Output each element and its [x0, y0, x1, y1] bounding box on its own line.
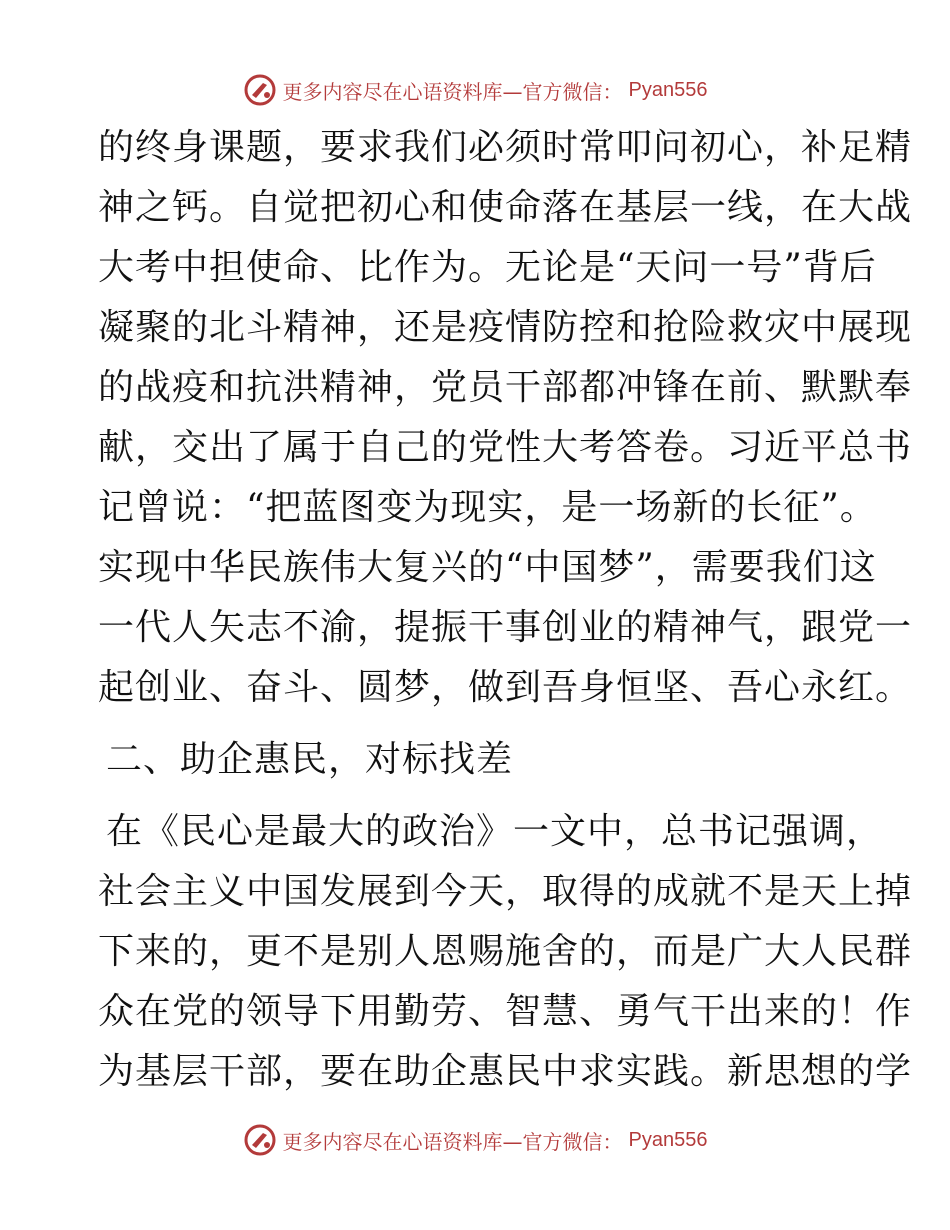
body-line: 一代人矢志不渝，提振干事创业的精神气，跟党一	[98, 607, 913, 648]
body-line: 下来的，更不是别人恩赐施舍的，而是广大人民群	[98, 931, 913, 972]
watermark-logo-icon	[243, 1123, 277, 1157]
body-line: 实现中华民族伟大复兴的“中国梦”，需要我们这	[98, 547, 877, 588]
watermark-wechat-id: Pyan556	[628, 1128, 708, 1151]
paragraph-first-line: 在《民心是最大的政治》一文中，总书记强调，	[106, 811, 884, 852]
body-line: 献，交出了属于自己的党性大考答卷。习近平总书	[98, 427, 913, 468]
watermark-text: 更多内容尽在心语资料库—官方微信：	[282, 79, 623, 104]
body-line: 神之钙。自觉把初心和使命落在基层一线，在大战	[98, 187, 913, 228]
footer-watermark	[0, 1120, 950, 1160]
body-line: 大考中担使命、比作为。无论是“天问一号”背后	[98, 247, 877, 288]
watermark-wechat-id: Pyan556	[628, 78, 708, 101]
body-line: 的终身课题，要求我们必须时常叩问初心，补足精	[98, 127, 913, 168]
body-line: 的战疫和抗洪精神，党员干部都冲锋在前、默默奉	[98, 367, 913, 408]
body-line: 为基层干部，要在助企惠民中求实践。新思想的学	[98, 1051, 913, 1092]
body-line: 社会主义中国发展到今天，取得的成就不是天上掉	[98, 871, 913, 912]
body-line: 凝聚的北斗精神，还是疫情防控和抢险救灾中展现	[98, 307, 913, 348]
header-watermark	[0, 70, 950, 110]
body-line: 记曾说：“把蓝图变为现实，是一场新的长征”。	[98, 487, 877, 528]
watermark-text: 更多内容尽在心语资料库—官方微信：	[282, 1129, 623, 1154]
body-line: 众在党的领导下用勤劳、智慧、勇气干出来的！作	[98, 991, 913, 1032]
section-heading: 二、助企惠民，对标找差	[106, 739, 514, 780]
body-line: 起创业、奋斗、圆梦，做到吾身恒坚、吾心永红。	[98, 667, 913, 708]
document-body	[98, 118, 913, 1102]
watermark-logo-icon	[243, 73, 277, 107]
